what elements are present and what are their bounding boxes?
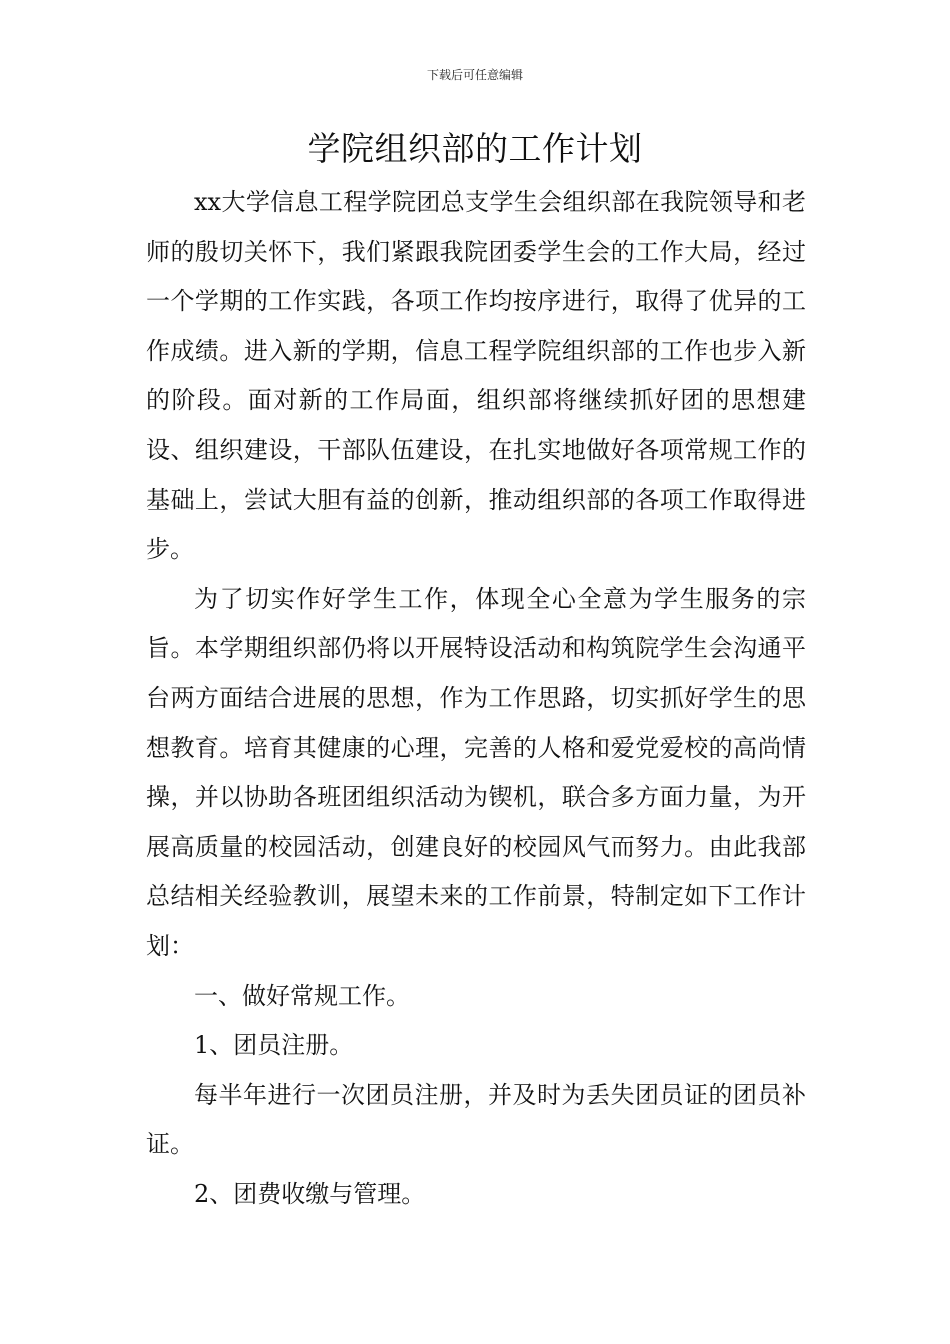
subheading-dues-collection: 2、团费收缴与管理。 bbox=[194, 1179, 426, 1208]
document-title: 学院组织部的工作计划 bbox=[307, 129, 643, 168]
paragraph-intro: xx大学信息工程学院团总支学生会组织部在我院领导和老师的殷切关怀下，我们紧跟我院团委学生会的工作大局，经过一个学期的工作实践，各项工作均按序进行，取得了优异的工作成绩。进入新的学期，信息工程学院组织部的工作也步入新的阶段。面对新的工作局面，组织部将继续抓好团的思想建设、组织建设，干部队伍建设，在扎实地做好各项常规工作的基础上，尝试大胆有益的创新，推动组织部的各项工作取得进步。 bbox=[146, 188, 806, 564]
paragraph-registration-detail: 每半年进行一次团员注册，并及时为丢失团员证的团员补证。 bbox=[146, 1080, 806, 1159]
paragraph-purpose: 为了切实作好学生工作，体现全心全意为学生服务的宗旨。本学期组织部仍将以开展特设活动和构筑院学生会沟通平台两方面结合进展的思想，作为工作思路，切实抓好学生的思想教育。培育其健康的心理，完善的人格和爱党爱校的高尚情操，并以协助各班团组织活动为锲机，联合多方面力量，为开展高质量的校园活动，创建良好的校园风气而努力。由此我部总结相关经验教训，展望未来的工作前景，特制定如下工作计划： bbox=[146, 584, 806, 960]
document-body bbox=[146, 178, 806, 1219]
subheading-member-registration: 1、团员注册。 bbox=[194, 1031, 354, 1060]
section-heading-routine-work: 一、做好常规工作。 bbox=[194, 981, 410, 1010]
page-header-note: 下载后可任意编辑 bbox=[426, 68, 523, 82]
